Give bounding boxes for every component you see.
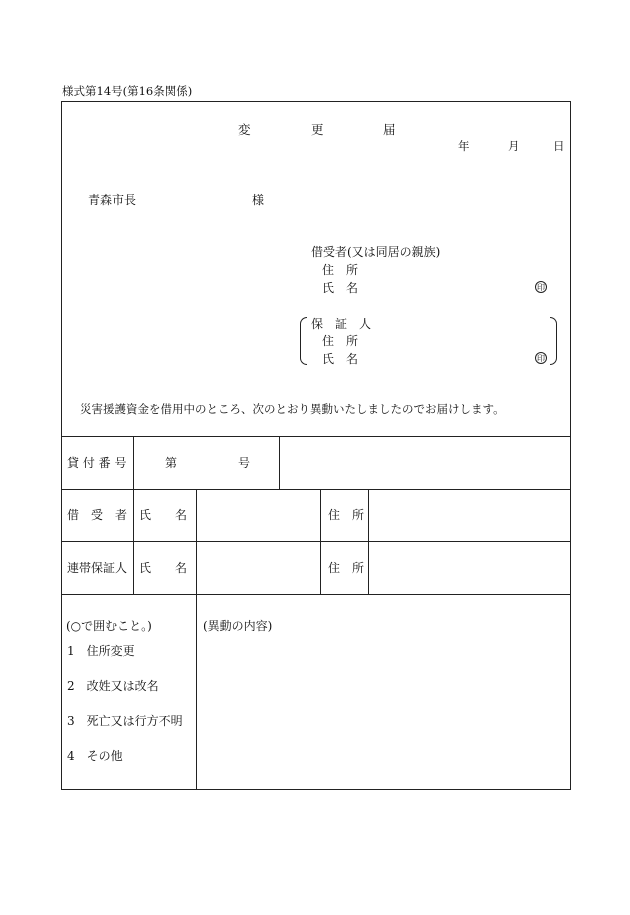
guarantor-row-name-label: 氏 名	[139, 561, 188, 575]
title-char-1: 変	[238, 122, 251, 137]
row-divider-3	[61, 594, 571, 595]
table-top-rule	[61, 436, 571, 437]
label-column-divider	[133, 436, 134, 594]
guarantor-row-label: 連帯保証人	[67, 561, 128, 575]
borrower-address-label: 住 所	[322, 263, 359, 277]
borrower-row-address-label: 住 所	[328, 508, 365, 522]
guarantor-seal-mark: 印	[537, 354, 545, 363]
form-number-label: 様式第14号(第16条関係)	[62, 84, 193, 98]
guarantor-address-label: 住 所	[322, 334, 359, 348]
borrower-row-name-label: 氏 名	[139, 508, 188, 522]
loan-number-label: 貸 付 番 号	[67, 456, 127, 470]
circle-instruction: (○で囲むこと。)	[66, 619, 152, 633]
date-month-label: 月	[508, 139, 520, 153]
title-char-3: 届	[383, 122, 396, 137]
borrower-seal-mark: 印	[537, 283, 545, 292]
borrower-heading: 借受者(又は同居の親族)	[311, 245, 441, 259]
row-divider-2	[61, 541, 571, 542]
name-value-divider	[196, 489, 197, 790]
option-item: 3 死亡又は行方不明	[67, 714, 183, 728]
option-item: 4 その他	[67, 749, 123, 763]
loan-number-prefix: 第	[165, 456, 178, 470]
address-label-divider-left	[320, 489, 321, 594]
title-char-2: 更	[311, 122, 324, 137]
addressee-name: 青森市長	[88, 193, 137, 207]
address-label-divider-right	[368, 489, 369, 594]
change-content-label: (異動の内容)	[203, 619, 273, 633]
guarantor-row-address-label: 住 所	[328, 561, 365, 575]
date-day-label: 日	[553, 139, 565, 153]
borrower-name-label: 氏 名	[322, 281, 359, 295]
option-item: 2 改姓又は改名	[67, 679, 159, 693]
borrower-row-label: 借 受 者	[67, 508, 128, 522]
guarantor-bracket-left	[300, 317, 307, 365]
guarantor-name-label: 氏 名	[322, 352, 359, 366]
guarantor-heading: 保 証 人	[311, 317, 372, 331]
option-item: 1 住所変更	[67, 644, 135, 658]
declaration-statement: 災害援護資金を借用中のところ、次のとおり異動いたしましたのでお届けします。	[80, 402, 505, 416]
date-year-label: 年	[458, 139, 470, 153]
addressee-honorific: 様	[252, 193, 265, 207]
loan-number-divider	[279, 436, 280, 489]
row-divider-1	[61, 489, 571, 490]
guarantor-bracket-right	[550, 317, 557, 365]
loan-number-suffix: 号	[238, 456, 251, 470]
